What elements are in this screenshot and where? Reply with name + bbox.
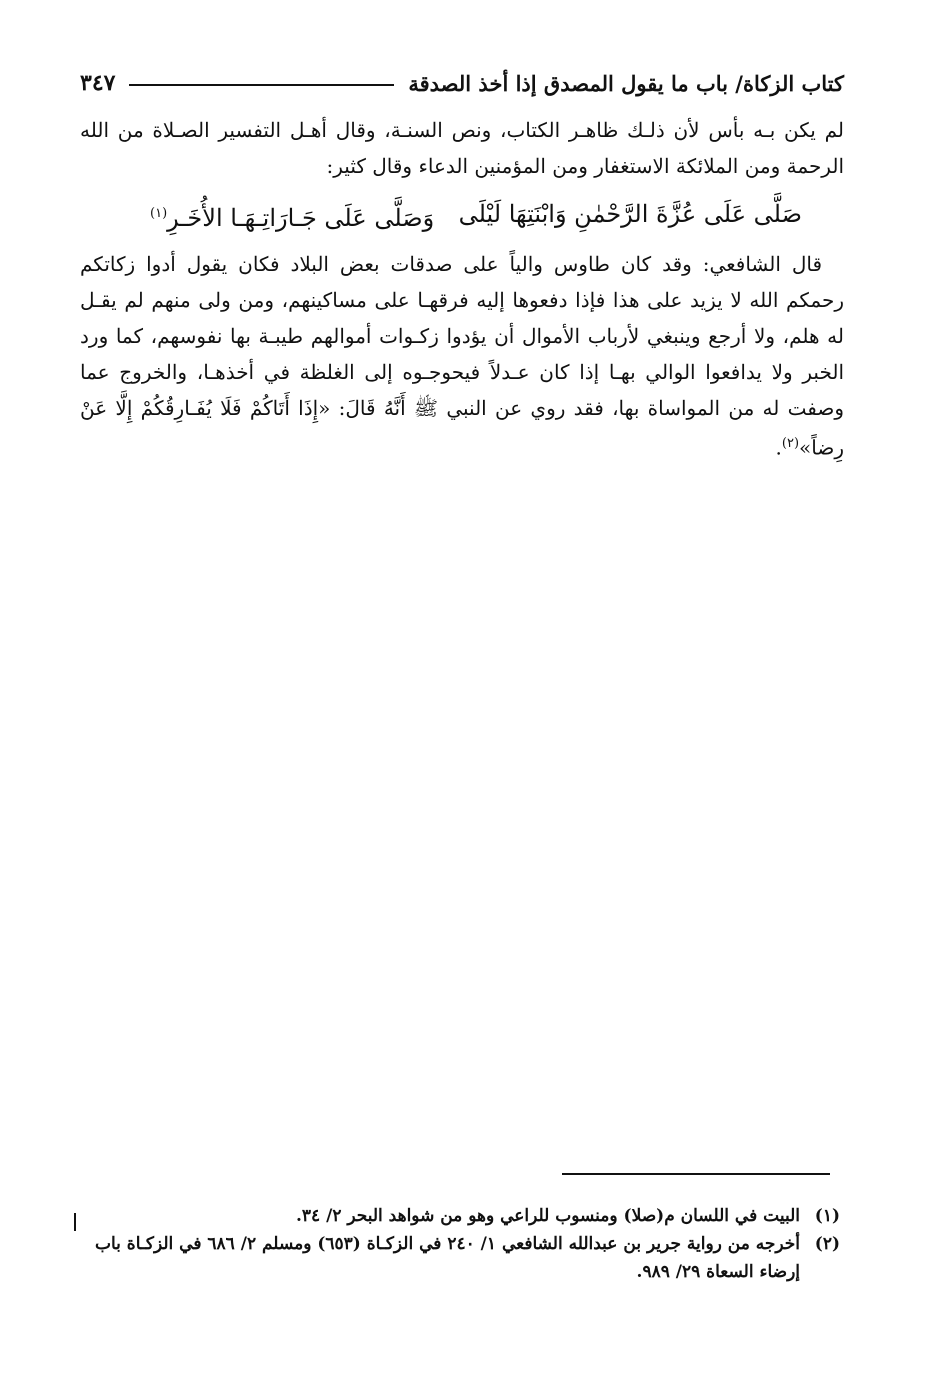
page-number: ٣٤٧	[80, 70, 116, 96]
footnote-number: (١)	[814, 1206, 840, 1226]
paragraph-2-text: قال الشافعي: وقد كان طاوس والياً على صدقات بعض البلاد فكان يقول أدوا زكاتكم رحمكم الله لا يزيد على هذا فإذا دفعوها إليه فرقهـا على مساكينهم، ومن ولى منهم لم يقـل له هلم، ولا أرجع وينبغي لأرباب الأموال أن يؤدوا زكـوات أموالهم طيبـة بها نفوسهم، كما ورد الخبر ولا يدافعوا الوالي بهـا إذا كان عـدلاً فيحوجـوه إلى الغلظة في أخذهـا، والخروج عما وصفت له من المواساة بها، فقد روي عن النبي ﷺ أَنَّهُ قَالَ: «إِذَا أَتَاكُمْ فَلَا يُفَـارِقُكُمْ إِلَّا عَنْ رِضاً»	[80, 252, 844, 460]
footnote-text: أخرجه من رواية جرير بن عبدالله الشافعي ١/ ٢٤٠ في الزكـاة (٦٥٣) ومسلم ٢/ ٦٨٦ في الزكـاة باب إرضاء السعاة ٢٩/ ٩٨٩.	[94, 1234, 800, 1282]
paragraph-2	[80, 246, 844, 466]
header-rule	[129, 84, 394, 86]
main-text	[80, 112, 844, 466]
paragraph-1: لم يكن بـه بأس لأن ذلـك ظاهـر الكتاب، ونص السنـة، وقال أهـل التفسير الصـلاة من الله الرحمة ومن الملائكة الاستغفار ومن المؤمنين الدعاء وقال كثير:	[80, 118, 844, 178]
footnote-ref-1[interactable]: (١)	[150, 206, 168, 221]
footnote-2	[80, 1230, 840, 1286]
paragraph-2-end: .	[775, 435, 782, 460]
footnote-text: البيت في اللسان م(صلا) ومنسوب للراعي وهو من شواهد البحر ٢/ ٣٤.	[295, 1206, 800, 1226]
footnotes	[80, 1202, 840, 1286]
header-title: كتاب الزكاة/ باب ما يقول المصدق إذا أخذ الصدقة	[408, 70, 844, 96]
verse-second-hemistich	[150, 194, 434, 238]
footnote-separator	[562, 1173, 830, 1175]
footnote-ref-2[interactable]: (٢)	[781, 436, 800, 451]
margin-mark	[74, 1213, 76, 1231]
footnote-number: (٢)	[814, 1234, 840, 1254]
footnote-1	[80, 1202, 840, 1230]
verse-first-hemistich: صَلَّى عَلَى عُزَّةَ الرَّحْمٰنِ وَابْنَتِهَا لَيْلَى	[458, 200, 802, 228]
verse-second-hemistich-text: وَصَلَّى عَلَى جَـارَاتِـهَـا الأُخَـرِ	[167, 204, 435, 232]
running-header	[80, 66, 844, 100]
poetry-verse	[80, 194, 844, 238]
